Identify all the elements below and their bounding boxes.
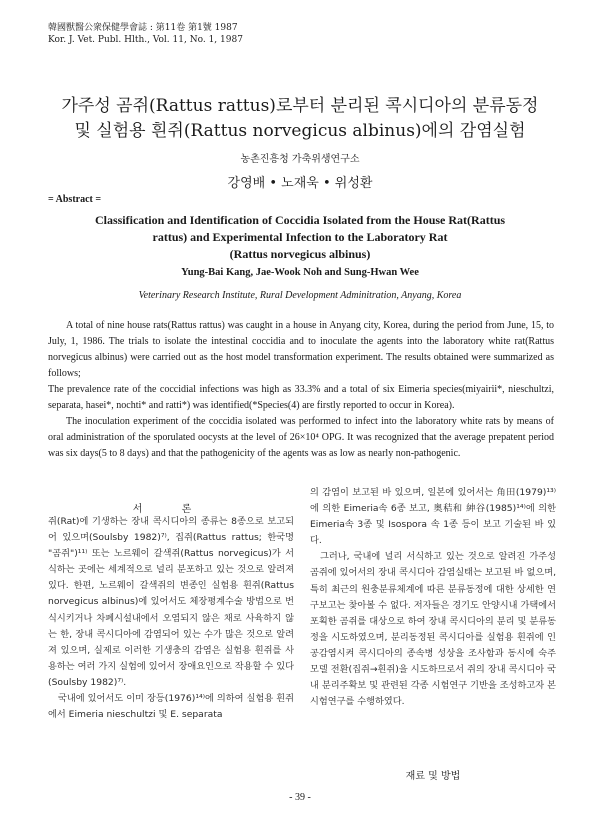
abstract-label: = Abstract = [48,194,102,205]
right-column [310,485,556,710]
korean-title-line2: 및 실험용 흰쥐(Rattus norvegicus albinus)에의 감염실험 [74,121,526,141]
korean-authors: 강영배 • 노재욱 • 위성환 [227,176,373,191]
korean-institute: 농촌진흥청 가축위생연구소 [240,154,360,165]
korean-title-line1: 가주성 곰쥐(Rattus rattus)로부터 분리된 콕시디아의 분류동정 [61,96,539,116]
english-authors: Yung-Bai Kang, Jae-Wook Noh and Sung-Hwan Wee [181,267,419,278]
abstract-paragraph-1: A total of nine house rats(Rattus rattus) was caught in a house in Anyang city, Korea, during the period from June, 15, to July, 1, 1986. The trials to isolate the intestinal coccidia and to inoculate the agents into the laboratory white rat(Rattus norvegicus albinus) were carried out as the host model transformation experiment. The results obtained were summarized as follows; [48,320,554,379]
methods-heading: 재료 및 방법 [405,771,461,782]
left-column-paragraph-2: 국내에 있어서도 이미 장등(1976)¹⁴⁾에 의하여 실험용 흰쥐에서 Eimeria nieschultzi 및 E. separata [48,693,294,721]
right-column-paragraph-2: 그러나, 국내에 널리 서식하고 있는 것으로 알려진 가주성 곰쥐에 있어서의 장내 콕시디아 감염실태는 보고된 바 없으며, 특히 최근의 원충분류체계에 따른 분류동정에 대한 상세한 연구보고는 찾아볼 수 없다. 저자들은 경기도 안양시내 가택에서 포획한 곰쥐를 대상으로 하여 장내 콕시디아의 분리 및 분류동정을 시도하였으며, 분리동정된 콕시디아를 실험용 흰쥐에 인공감염시켜 콕시디아의 종속병 성상을 조사함과 동시에 숙주모델 전환(집쥐→흰쥐)을 시도하므로서 쥐의 장내 콕시디아 국내 분리주확보 및 관련된 각종 시험연구 기반을 조성하고자 본 시험연구를 수행하였다. [310,551,556,708]
left-column-paragraph-1: 쥐(Rat)에 기생하는 장내 콕시디아의 종류는 8종으로 보고되어 있으며(Soulsby 1982)⁷⁾, 집쥐(Rattus rattus; 한국명 "곰쥐")¹¹⁾ 또는 노르웨이 갈색쥐(Rattus norvegicus)가 서식하는 곳에는 세계적으로 널리 분포하고 있는 것으로 알려져 있다. 한편, 노르웨이 갈색쥐의 변종인 실험용 흰쥐(Rattus norvegicus albinus)에 있어서도 체장평계수술 방법으로 번식시키거나 차폐시설내에서 오염되지 않은 채로 사육하지 않는 한, 장내 콕시디아에 감염되어 있는 수가 많은 것으로 알려져 있으며, 실제로 이러한 기생충의 감염은 실험용 흰쥐를 사용하는 여러 가지 실험에 있어서 장애요인으로 작용할 수 있다(Soulsby 1982)⁷⁾. [48,516,294,688]
english-title-line3: (Rattus norvegicus albinus) [229,247,371,261]
introduction-heading: 서 론 [132,504,210,515]
english-title [30,212,570,263]
abstract-paragraph-3: The inoculation experiment of the coccidia isolated was performed to infect into the laboratory white rats by means of oral administration of the sporulated oocysts at the level of 26×10⁴ OPG. It was recognized that the average prepatent period was six days(5 to 8 days) and that the pathogenicity of the agents was as low as nearly non-pathogenic. [48,416,554,459]
abstract-body [48,318,554,462]
journal-header-english: Kor. J. Vet. Publ. Hlth., Vol. 11, No. 1, 1987 [48,35,243,45]
left-column [48,514,294,723]
english-title-line2: rattus) and Experimental Infection to the Laboratory Rat [152,230,448,244]
korean-title [0,94,600,144]
page-number: - 39 - [289,792,311,803]
abstract-paragraph-2: The prevalence rate of the coccidial infections was high as 33.3% and a total of six Eimeria species(miyairii*, nieschultzi, separata, hasei*, nochti* and ratti*) was identified(*Species(4) are firstly reported to occur in Korea). [48,384,554,411]
english-institute: Veterinary Research Institute, Rural Development Adminitration, Anyang, Korea [138,290,462,301]
english-title-line1: Classification and Identification of Coccidia Isolated from the House Rat(Rattus [94,213,506,227]
right-column-paragraph-1: 의 감염이 보고된 바 있으며, 일본에 있어서는 角田(1979)¹³⁾에 의한 Eimeria속 6종 보고, 奥秸和 紳谷(1985)¹⁴⁾에 의한 Eimeria속 3종 및 Isospora 속 1종 등이 보고 기술된 바 있다. [310,487,556,547]
journal-header-korean: 韓國獸醫公衆保健學會誌 : 第11卷 第1號 1987 [48,23,238,33]
journal-header [48,22,243,46]
